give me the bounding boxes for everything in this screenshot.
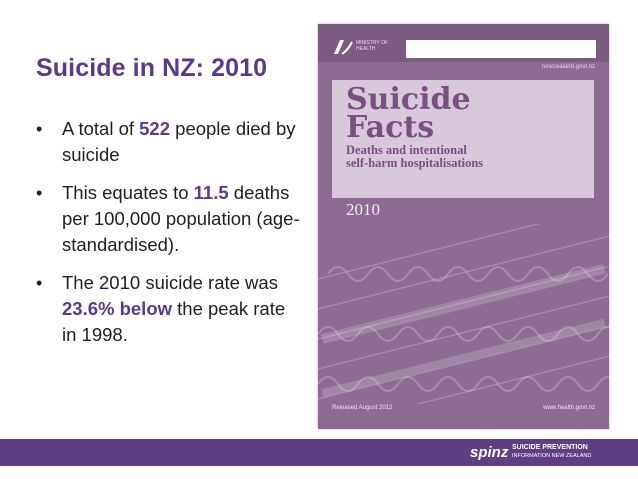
cover-subtitle-line: self-harm hospitalisations xyxy=(346,156,484,170)
cover-title-line: Suicide xyxy=(346,82,471,117)
slide-title: Suicide in NZ: 2010 xyxy=(36,54,268,82)
bullet-dot-icon: • xyxy=(36,183,43,203)
cover-release-date: Released August 2012 xyxy=(332,405,393,411)
bullet-text: A total of xyxy=(62,118,140,139)
bullet-text: This equates to xyxy=(62,182,194,203)
cover-url-bottom: www.health.govt.nz xyxy=(543,405,595,411)
ministry-logo-icon xyxy=(332,38,354,56)
bullet-highlight: 23.6% below xyxy=(62,298,173,319)
bullet-list xyxy=(34,116,304,360)
cover-subtitle xyxy=(346,144,483,170)
cover-pattern-graphic xyxy=(318,224,609,404)
bullet-item-peak xyxy=(34,270,304,348)
bullet-text: The 2010 suicide rate was xyxy=(62,272,278,293)
footer-bar xyxy=(0,439,638,466)
report-cover-image xyxy=(318,24,609,429)
cover-title-box xyxy=(332,80,594,198)
bullet-item-rate xyxy=(34,180,304,258)
footer-org-line: SUICIDE PREVENTION xyxy=(512,444,588,451)
cover-year: 2010 xyxy=(346,200,380,219)
logo-text-line: MINISTRY OF xyxy=(356,40,389,46)
cover-subtitle-line: Deaths and intentional xyxy=(346,143,467,157)
bullet-item-total xyxy=(34,116,304,168)
bullet-dot-icon: • xyxy=(36,119,43,139)
bullet-text: the peak rate in 1998. xyxy=(62,298,286,345)
ministry-logo-text xyxy=(356,40,388,52)
spinz-logo: spinz xyxy=(470,444,509,461)
footer-org-line: INFORMATION NEW ZEALAND xyxy=(512,453,592,459)
cover-url-top: newzealand.govt.nz xyxy=(541,64,595,70)
bullet-dot-icon: • xyxy=(36,273,43,293)
bullet-text: deaths per 100,000 population (age-standardised). xyxy=(62,182,300,255)
cover-white-strip xyxy=(406,40,596,58)
bullet-highlight: 522 xyxy=(139,118,171,139)
bullet-highlight: 11.5 xyxy=(193,182,229,203)
logo-text-line: HEALTH xyxy=(356,46,376,52)
bullet-text: people died by suicide xyxy=(62,118,296,165)
cover-title-line: Facts xyxy=(346,110,435,145)
cover-title xyxy=(346,82,471,145)
